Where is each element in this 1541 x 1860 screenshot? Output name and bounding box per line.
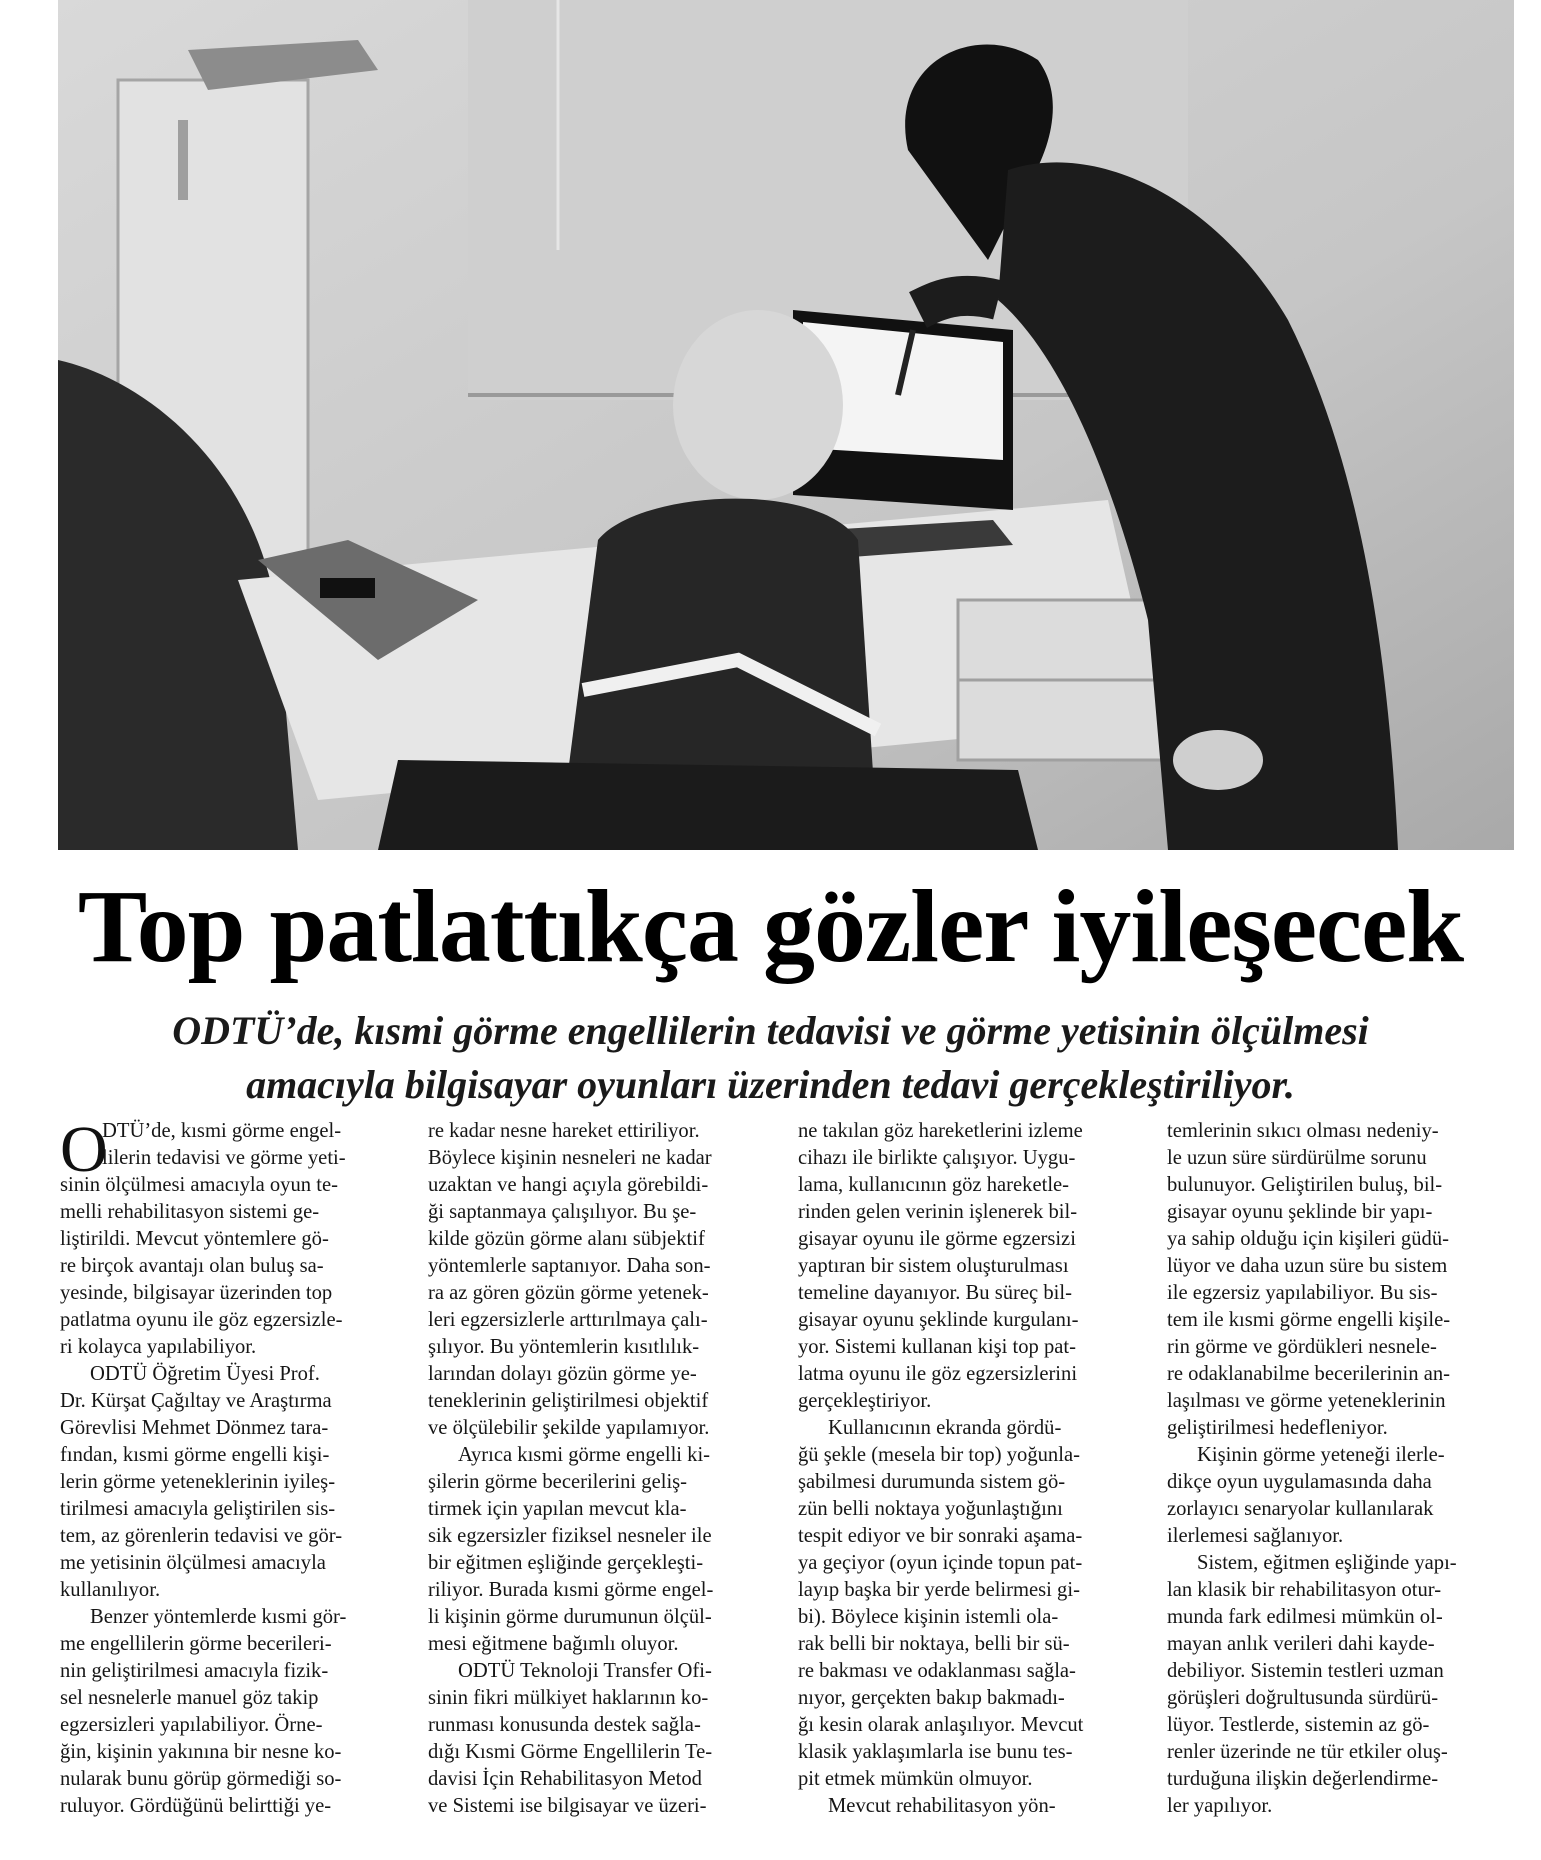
article-text-line: şabilmesi durumunda sistem gö- <box>798 1471 1066 1493</box>
article-text-line: mesi eğitmene bağımlı oluyor. <box>428 1633 679 1655</box>
article-text-line: layıp başka bir yerde belirmesi gi- <box>798 1579 1080 1601</box>
article-text-line: tirmek için yapılan mevcut kla- <box>428 1498 687 1520</box>
article-text-line: ya geçiyor (oyun içinde topun pat- <box>798 1552 1083 1574</box>
article-text-line: Dr. Kürşat Çağıltay ve Araştırma <box>60 1390 332 1412</box>
article-text-line: Kişinin görme yeteneği ilerle- <box>1197 1444 1445 1466</box>
article-text-line: latma oyunu ile göz egzersizlerini <box>798 1363 1078 1385</box>
article-text-line: re odaklanabilme becerilerinin an- <box>1167 1363 1451 1385</box>
article-text-line: ği saptanmaya çalışılıyor. Bu şe- <box>428 1201 697 1223</box>
article-text-line: tem, az görenlerin tedavisi ve gör- <box>60 1525 343 1547</box>
article-text-line: lama, kullanıcının göz hareketle- <box>798 1174 1070 1196</box>
article-column-1 <box>60 1113 382 1820</box>
article-text-line: pit etmek mümkün olmuyor. <box>798 1768 1033 1790</box>
article-photo <box>58 0 1514 850</box>
article-text-line: ğı kesin olarak anlaşılıyor. Mevcut <box>798 1714 1084 1736</box>
article-text-line: yor. Sistemi kullanan kişi top pat- <box>798 1336 1076 1358</box>
article-text-line: Böylece kişinin nesneleri ne kadar <box>428 1147 712 1169</box>
article-text-line: munda fark edilmesi mümkün ol- <box>1167 1606 1443 1628</box>
article-text-line: teneklerinin geliştirilmesi objektif <box>428 1390 709 1412</box>
article-text-line: larından dolayı gözün görme ye- <box>428 1363 697 1385</box>
article-text-line: rinden gelen verinin işlenerek bil- <box>798 1201 1078 1223</box>
article-text-line: gisayar oyunu şeklinde kurgulanı- <box>798 1309 1079 1331</box>
headline: Top patlattıkça gözler iyileşecek <box>77 869 1464 984</box>
article-text-line: li kişinin görme durumunun ölçül- <box>428 1606 712 1628</box>
article-text-line: gisayar oyunu şeklinde bir yapı- <box>1167 1201 1433 1223</box>
article-text-line: ğin, kişinin yakınına bir nesne ko- <box>60 1741 342 1763</box>
article-text-line: le uzun süre sürdürülme sorunu <box>1167 1147 1427 1169</box>
article-text-line: runması konusunda destek sağla- <box>428 1714 701 1736</box>
article-text-line: kullanılıyor. <box>60 1579 161 1601</box>
article-text-line: tem ile kısmi görme engelli kişile- <box>1167 1309 1451 1331</box>
article-text-line: fından, kısmi görme engelli kişi- <box>60 1444 330 1466</box>
article-text-line: gerçekleştiriyor. <box>798 1390 932 1412</box>
article-text-line: nularak bunu görüp görmediği so- <box>60 1768 342 1790</box>
article-text-line: ruluyor. Gördüğünü belirttiği ye- <box>60 1795 332 1817</box>
article-text-line: bir eğitmen eşliğinde gerçekleşti- <box>428 1552 704 1574</box>
article-text-line: ve Sistemi ise bilgisayar ve üzeri- <box>428 1795 707 1817</box>
article-text-line: patlatma oyunu ile göz egzersizle- <box>60 1309 343 1331</box>
article-text-line: Görevlisi Mehmet Dönmez tara- <box>60 1417 329 1439</box>
article-text-line: dikçe oyun uygulamasında daha <box>1167 1471 1432 1493</box>
article-text-line: ilerlemesi sağlanıyor. <box>1167 1525 1344 1547</box>
article-text-line: ne takılan göz hareketlerini izleme <box>798 1120 1083 1142</box>
article-text-line: liştirildi. Mevcut yöntemlere gö- <box>60 1228 329 1250</box>
article-text-line: lüyor ve daha uzun süre bu sistem <box>1167 1255 1448 1277</box>
article-text-line: geliştirilmesi hedefleniyor. <box>1167 1417 1388 1439</box>
article-text-line: lan klasik bir rehabilitasyon otur- <box>1167 1579 1442 1601</box>
article-text-line: ğü şekle (mesela bir top) yoğunla- <box>798 1444 1080 1466</box>
article-text-line: ODTÜ Teknoloji Transfer Ofi- <box>458 1660 712 1682</box>
article-text-line: yesinde, bilgisayar üzerinden top <box>60 1282 333 1304</box>
article-text-line: ri kolayca yapılabiliyor. <box>60 1336 257 1358</box>
article-text-line: temlerinin sıkıcı olması nedeniy- <box>1167 1120 1439 1142</box>
article-text-line: lerin görme yeteneklerinin iyileş- <box>60 1471 336 1493</box>
drop-cap: O <box>60 1113 108 1186</box>
article-text-line: ler yapılıyor. <box>1167 1795 1273 1817</box>
article-text-line: rin görme ve gördükleri nesnele- <box>1167 1336 1437 1358</box>
article-text-line: bi). Böylece kişinin istemli ola- <box>798 1606 1059 1628</box>
article-text-line: bulunuyor. Geliştirilen buluş, bil- <box>1167 1174 1443 1196</box>
article-text-line: sik egzersizler fiziksel nesneler ile <box>428 1525 712 1547</box>
article-text-line: şılıyor. Bu yöntemlerin kısıtlılık- <box>428 1336 700 1358</box>
article-column-2 <box>428 1118 750 1820</box>
article-text-line: ile egzersiz yapılabiliyor. Bu sis- <box>1167 1282 1438 1304</box>
article-text-line: re kadar nesne hareket ettiriliyor. <box>428 1120 700 1142</box>
article-column-3 <box>798 1118 1120 1820</box>
article-text-line: cihazı ile birlikte çalışıyor. Uygu- <box>798 1147 1076 1169</box>
article-text-line: re birçok avantajı olan buluş sa- <box>60 1255 324 1277</box>
article-text-line: ra az gören gözün görme yetenek- <box>428 1282 709 1304</box>
article-text-line: Kullanıcının ekranda gördü- <box>828 1417 1062 1439</box>
article-text-line: gisayar oyunu ile görme egzersizi <box>798 1228 1076 1250</box>
article-column-4 <box>1167 1118 1489 1820</box>
article-text-line: davisi İçin Rehabilitasyon Metod <box>428 1768 702 1790</box>
article-text-line: sel nesnelerle manuel göz takip <box>60 1687 319 1709</box>
article-text-line: temeline dayanıyor. Bu süreç bil- <box>798 1282 1072 1304</box>
article-text-line: yaptıran bir sistem oluşturulması <box>798 1255 1069 1277</box>
article-text-line: tirilmesi amacıyla geliştirilen sis- <box>60 1498 336 1520</box>
article-text-line: yöntemlerle saptanıyor. Daha son- <box>428 1255 711 1277</box>
subheadline-line: amacıyla bilgisayar oyunları üzerinden tedavi gerçekleştiriliyor. <box>246 1062 1295 1107</box>
article-text-line: uzaktan ve hangi açıyla görebildi- <box>428 1174 709 1196</box>
article-text-line: ve ölçülebilir şekilde yapılamıyor. <box>428 1417 710 1439</box>
article-text-line: nin geliştirilmesi amacıyla fizik- <box>60 1660 329 1682</box>
article-text-line: laşılması ve görme yeteneklerinin <box>1167 1390 1446 1412</box>
article-text-line: lüyor. Testlerde, sistemin az gö- <box>1167 1714 1430 1736</box>
article-text-line: ODTÜ Öğretim Üyesi Prof. <box>90 1363 320 1385</box>
article-text-line: tespit ediyor ve bir sonraki aşama- <box>798 1525 1083 1547</box>
article-text-line: renler üzerinde ne tür etkiler oluş- <box>1167 1741 1448 1763</box>
article-text-line: re bakması ve odaklanması sağla- <box>798 1660 1076 1682</box>
article-text-line: riliyor. Burada kısmi görme engel- <box>428 1579 714 1601</box>
article-text-line: nıyor, gerçekten bakıp bakmadı- <box>798 1687 1065 1709</box>
article-text-line: zorlayıcı senaryolar kullanılarak <box>1167 1498 1434 1520</box>
article-text-line: dığı Kısmi Görme Engellilerin Te- <box>428 1741 713 1763</box>
article-text-line: leri egzersizlerle arttırılmaya çalı- <box>428 1309 708 1331</box>
article-text-line: melli rehabilitasyon sistemi ge- <box>60 1201 320 1223</box>
article-text-line: DTÜ’de, kısmi görme engel- <box>102 1120 342 1142</box>
article-text-line: mayan anlık verileri dahi kayde- <box>1167 1633 1435 1655</box>
subheadline <box>0 1004 1541 1112</box>
article-text-line: sinin ölçülmesi amacıyla oyun te- <box>60 1174 338 1196</box>
article-text-line: rak belli bir noktaya, belli bir sü- <box>798 1633 1070 1655</box>
article-text-line: klasik yaklaşımlarla ise bunu tes- <box>798 1741 1073 1763</box>
article-text-line: turduğuna ilişkin değerlendirme- <box>1167 1768 1439 1790</box>
article-text-line: Benzer yöntemlerde kısmi gör- <box>90 1606 347 1628</box>
subheadline-line: ODTÜ’de, kısmi görme engellilerin tedavisi ve görme yetisinin ölçülmesi <box>172 1008 1369 1053</box>
article-text-line: sinin fikri mülkiyet haklarının ko- <box>428 1687 709 1709</box>
article-text-line: zün belli noktaya yoğunlaştığını <box>798 1498 1063 1520</box>
article-text-line: görüşleri doğrultusunda sürdürü- <box>1167 1687 1439 1709</box>
article-text-line: Sistem, eğitmen eşliğinde yapı- <box>1197 1552 1457 1574</box>
article-text-line: egzersizleri yapılabiliyor. Örne- <box>60 1714 323 1736</box>
article-text-line: şilerin görme becerilerini geliş- <box>428 1471 688 1493</box>
photo-illustration <box>58 0 1514 850</box>
article-text-line: me yetisinin ölçülmesi amacıyla <box>60 1552 326 1574</box>
article-text-line: ya sahip olduğu için kişileri güdü- <box>1167 1228 1449 1250</box>
article-text-line: Mevcut rehabilitasyon yön- <box>828 1795 1056 1817</box>
article-text-line: kilde gözün görme alanı sübjektif <box>428 1228 705 1250</box>
article-text-line: debiliyor. Sistemin testleri uzman <box>1167 1660 1444 1682</box>
article-text-line: me engellilerin görme becerileri- <box>60 1633 332 1655</box>
article-text-line: Ayrıca kısmi görme engelli ki- <box>458 1444 711 1466</box>
article-text-line: lilerin tedavisi ve görme yeti- <box>102 1147 346 1169</box>
seated-man-head <box>673 310 843 500</box>
